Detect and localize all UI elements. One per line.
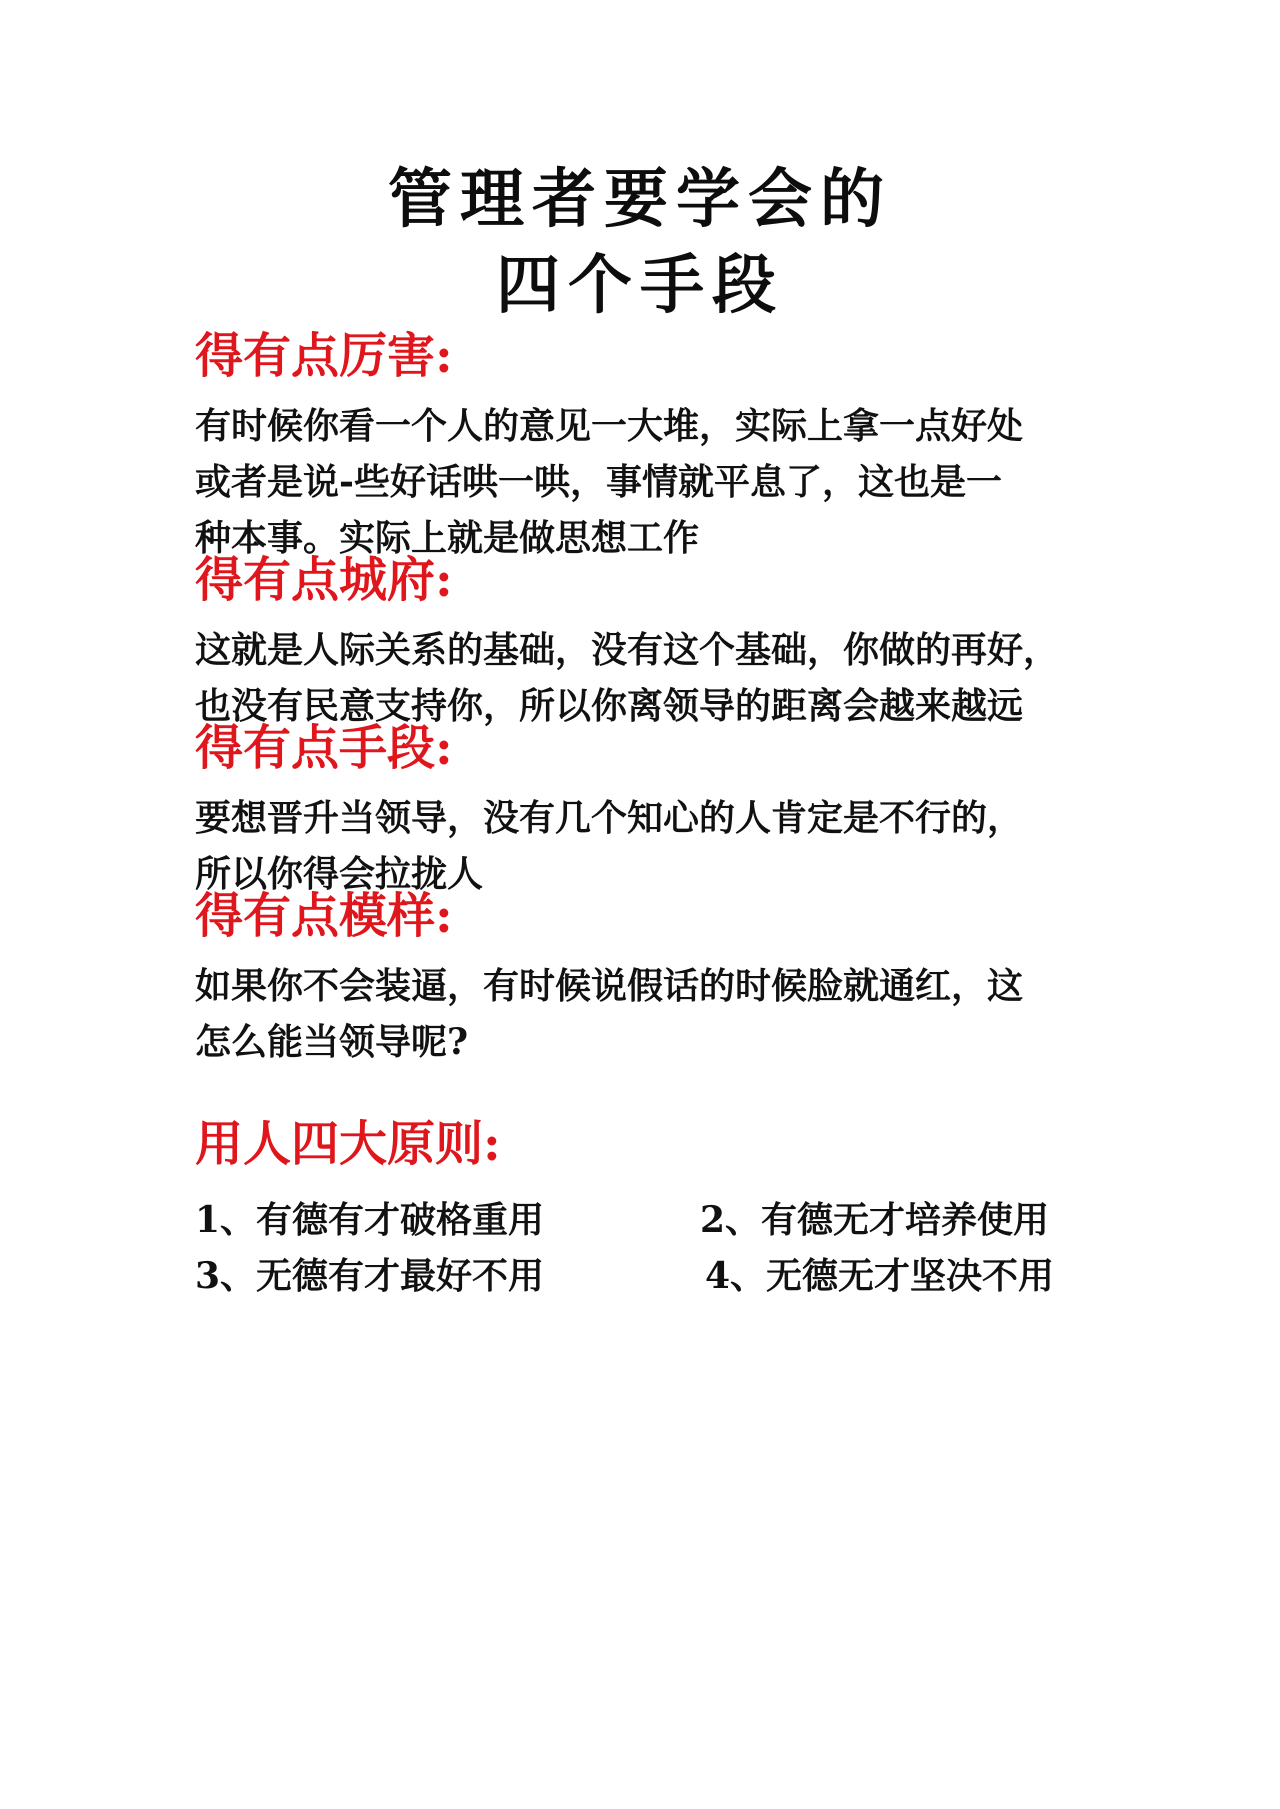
section-heading: 得有点城府: — [195, 552, 453, 608]
section-4 — [195, 888, 1095, 1070]
principle-item: 3、无德有才最好不用 — [195, 1255, 545, 1297]
principles-section — [195, 1116, 1095, 1304]
section-3 — [195, 720, 1095, 902]
section-heading: 得有点模样: — [195, 888, 453, 944]
section-body-line: 或者是说-些好话哄一哄，事情就平息了，这也是一 — [195, 461, 1002, 503]
section-heading: 得有点手段: — [195, 720, 453, 776]
section-body-line: 这就是人际关系的基础，没有这个基础，你做的再好， — [195, 629, 1060, 671]
principles-row-2 — [195, 1248, 1095, 1304]
section-1 — [195, 328, 1095, 566]
section-body-line: 有时候你看一个人的意见一大堆，实际上拿一点好处 — [195, 405, 1024, 447]
section-body-line: 要想晋升当领导，没有几个知心的人肯定是不行的， — [195, 797, 1024, 839]
principles-row-1 — [195, 1192, 1095, 1248]
section-body-line: 也没有民意支持你，所以你离领导的距离会越来越远 — [195, 685, 1024, 727]
principles-heading: 用人四大原则: — [195, 1116, 501, 1172]
section-body-line: 怎么能当领导呢? — [195, 1021, 469, 1063]
principle-item: 2、有德无才培养使用 — [700, 1199, 1050, 1241]
page-title-line-1: 管理者要学会的 — [388, 163, 892, 237]
principle-item: 4、无德无才坚决不用 — [705, 1255, 1055, 1297]
section-body-line: 所以你得会拉拢人 — [195, 853, 484, 895]
section-body-line: 种本事。实际上就是做思想工作 — [195, 517, 700, 559]
principle-item: 1、有德有才破格重用 — [195, 1199, 545, 1241]
page-title-line-2: 四个手段 — [496, 249, 784, 323]
section-heading: 得有点厉害: — [195, 328, 453, 384]
section-2 — [195, 552, 1095, 734]
section-body-line: 如果你不会装逼，有时候说假话的时候脸就通红，这 — [195, 965, 1024, 1007]
